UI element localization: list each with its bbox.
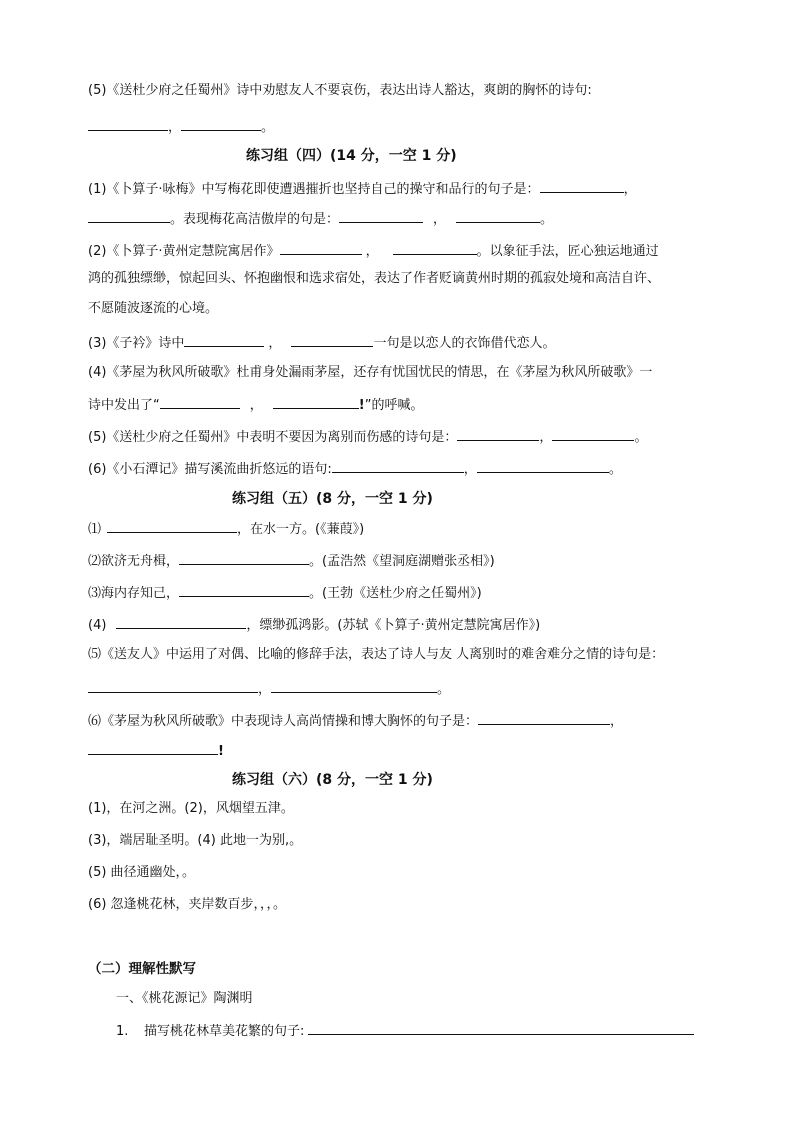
answer-blank[interactable] [271,678,437,693]
question-line: (6) 忽逢桃花林，夹岸数百步，，，。 [88,897,287,912]
answer-blank[interactable] [280,240,362,255]
answer-blank[interactable] [339,208,423,223]
question-line: 诗中发出了“ ， !”的呼喊。 [88,394,423,415]
answer-blank[interactable] [88,740,218,755]
answer-blank[interactable] [291,332,373,347]
section-title: （二）理解性默写 [88,961,196,977]
question-line: (2)《卜算子·黄州定慧院寓居作》 ， 。以象征手法，匠心独运地通过 [88,240,659,261]
answer-blank[interactable] [88,678,258,693]
answer-blank[interactable] [478,710,610,725]
question-line: 。表现梅花高洁傲岸的句是： ， 。 [88,208,553,229]
question-line: (1)，在河之洲。(2)，风烟望五津。 [88,801,294,816]
answer-blank[interactable] [160,394,240,409]
answer-blank[interactable] [393,240,477,255]
question-line: (3)《子衿》诗中 ， 一句是以恋人的衣饰借代恋人。 [88,332,555,353]
question-line: ⑹《茅屋为秋风所破歌》中表现诗人高尚情操和博大胸怀的句子是： ， [88,710,623,731]
question-line: (5)《送杜少府之任蜀州》中表明不要因为离别而伤感的诗句是： ， 。 [88,426,647,447]
answer-line: ， 。 [88,678,450,699]
question-line: (6)《小石潭记》描写溪流曲折悠远的语句: ， 。 [88,458,622,479]
answer-blank[interactable] [552,426,634,441]
answer-blank[interactable] [88,208,170,223]
question-line: (4) ，缥缈孤鸿影。(苏轼《卜算子·黄州定慧院寓居作》) [88,614,540,635]
question-line: ⑸《送友人》中运用了对偶、比喻的修辞手法，表达了诗人与友 人离别时的难舍难分之情的诗句是： [88,647,665,662]
question-line: (1)《卜算子·咏梅》中写梅花即使遭遇摧折也坚持自己的操守和品行的句子是： ， [88,178,637,199]
answer-blank[interactable] [184,332,264,347]
question-line: ⑴ ，在水一方。(《蒹葭》) [88,518,364,539]
question-text: (5)《送杜少府之任蜀州》诗中劝慰友人不要哀伤，表达出诗人豁达，爽朗的胸怀的诗句: [88,83,592,98]
question-line: (3)，端居耻圣明。(4) 此地一为别,。 [88,833,303,848]
answer-line: ! [88,740,224,761]
answer-blank[interactable] [540,178,624,193]
item-number: 1. [116,1024,129,1039]
answer-blank[interactable] [308,1020,694,1035]
answer-blank[interactable] [116,614,246,629]
answer-blank[interactable] [88,116,168,131]
answer-blank[interactable] [477,458,609,473]
question-line: 1. 描写桃花林草美花繁的句子: [116,1020,694,1041]
answer-blank[interactable] [179,550,309,565]
question-line [88,82,592,100]
answer-blank[interactable] [273,394,359,409]
answer-line: ， 。 [88,116,274,137]
group-title: 练习组（四）(14 分，一空 1 分) [246,148,457,164]
group-title: 练习组（五）(8 分，一空 1 分) [232,491,433,507]
subsection-title: 一、《桃花源记》陶渊明 [116,991,253,1006]
question-line: 鸿的孤独缥缈，惊起回头、怀抱幽恨和选求宿处，表达了作者贬谪黄州时期的孤寂处境和高洁自许、 [88,271,661,286]
question-line: (4)《茅屋为秋风所破歌》杜甫身处漏雨茅屋，还存有忧国忧民的情思，在《茅屋为秋风所破歌》一 [88,365,653,380]
answer-blank[interactable] [107,518,237,533]
group-title: 练习组（六）(8 分，一空 1 分) [232,772,433,788]
question-line: ⑶海内存知己， 。(王勃《送杜少府之任蜀州》) [88,582,482,603]
answer-blank[interactable] [456,208,540,223]
answer-blank[interactable] [179,582,309,597]
question-line: ⑵欲济无舟楫， 。(孟浩然《望洞庭湖赠张丞相》) [88,550,495,571]
answer-blank[interactable] [457,426,539,441]
question-line: (5) 曲径通幽处，。 [88,865,196,880]
question-line: 不愿随波逐流的心境。 [88,301,219,316]
answer-blank[interactable] [332,458,464,473]
answer-blank[interactable] [181,116,261,131]
